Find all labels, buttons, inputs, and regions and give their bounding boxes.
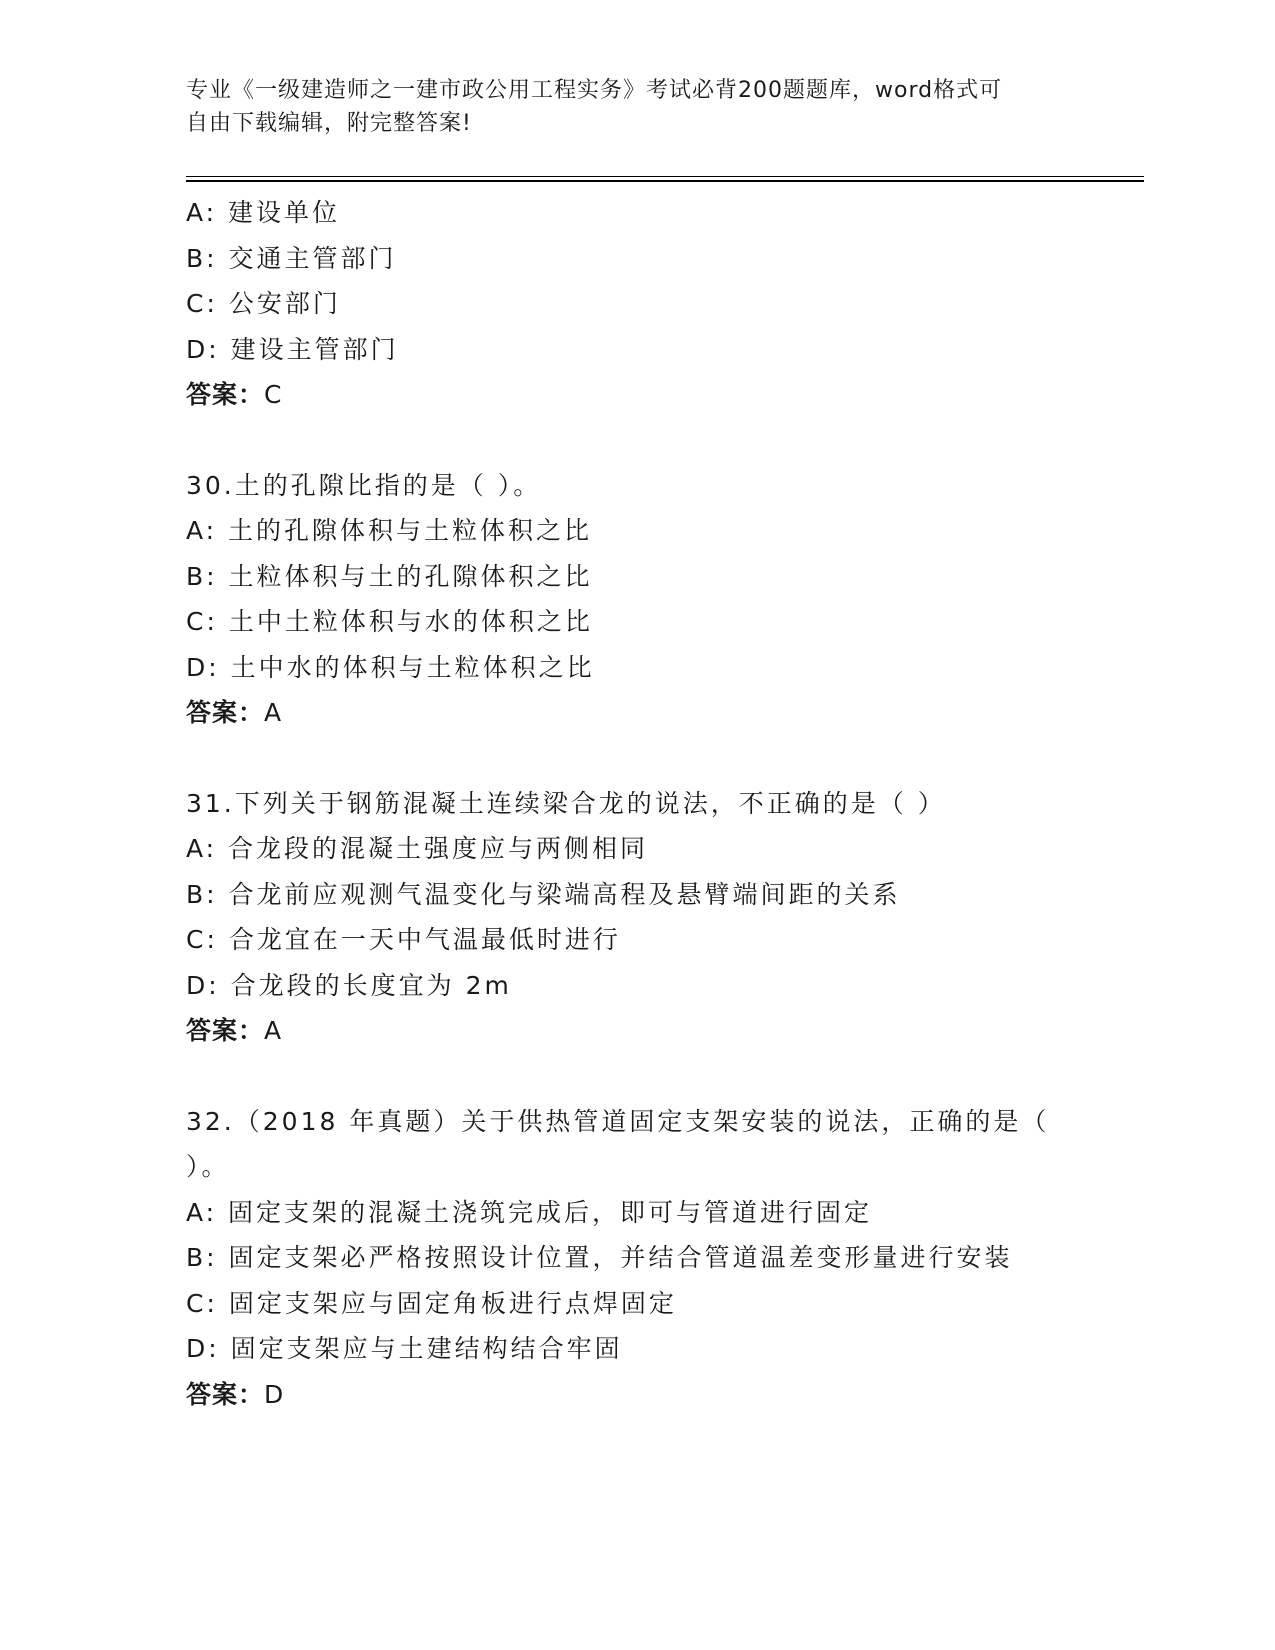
- option-a: A: 合龙段的混凝土强度应与两侧相同: [186, 834, 649, 863]
- option-d: D: 合龙段的长度宜为 2m: [186, 970, 512, 1000]
- answer-value: C: [264, 380, 283, 409]
- option-b: B: 土粒体积与土的孔隙体积之比: [186, 561, 593, 591]
- answer-line: [186, 1372, 1086, 1418]
- option-c: C: 土中土粒体积与水的体积之比: [186, 607, 593, 636]
- option-c: C: 公安部门: [186, 289, 341, 318]
- spacer: [186, 736, 1086, 781]
- option-d: D: 建设主管部门: [186, 334, 399, 364]
- question-stem: 30.土的孔隙比指的是（ ）。: [186, 470, 542, 500]
- question-stem-line-2: ）。: [186, 1152, 230, 1181]
- answer-label: 答案：: [186, 1016, 265, 1045]
- header-divider-thin: [186, 176, 1144, 177]
- option-c: C: 合龙宜在一天中气温最低时进行: [186, 925, 621, 954]
- question-31: [186, 781, 1086, 1054]
- question-stem-line-1: 32.（2018 年真题）关于供热管道固定支架安装的说法，正确的是（: [186, 1106, 1050, 1136]
- question-32: [186, 1099, 1086, 1418]
- answer-label: 答案：: [186, 1379, 265, 1409]
- answer-line: [186, 372, 1086, 418]
- question-29: [186, 190, 1086, 418]
- option-c: C: 固定支架应与固定角板进行点焊固定: [186, 1288, 677, 1318]
- spacer: [186, 1054, 1086, 1099]
- answer-line: [186, 1008, 1086, 1054]
- question-30: [186, 463, 1086, 736]
- header-title-line-2: 自由下载编辑，附完整答案!: [186, 111, 472, 136]
- answer-value: D: [264, 1379, 285, 1409]
- option-a: A: 建设单位: [186, 198, 341, 227]
- option-a: A: 土的孔隙体积与土粒体积之比: [186, 516, 593, 545]
- answer-line: [186, 690, 1086, 736]
- option-d: D: 土中水的体积与土粒体积之比: [186, 652, 595, 682]
- answer-label: 答案：: [186, 698, 265, 727]
- answer-label: 答案：: [186, 380, 265, 409]
- spacer: [186, 418, 1086, 463]
- option-b: B: 合龙前应观测气温变化与梁端高程及悬臂端间距的关系: [186, 879, 901, 909]
- header-divider-thick: [186, 180, 1144, 182]
- header-title-line-1: 专业《一级建造师之一建市政公用工程实务》考试必背200题题库，word格式可: [186, 78, 1003, 103]
- option-b: B: 交通主管部门: [186, 243, 397, 273]
- option-a: A: 固定支架的混凝土浇筑完成后，即可与管道进行固定: [186, 1197, 873, 1227]
- option-d: D: 固定支架应与土建结构结合牢固: [186, 1334, 623, 1363]
- question-stem: 31.下列关于钢筋混凝土连续梁合龙的说法，不正确的是（ ）: [186, 788, 946, 818]
- answer-value: A: [264, 1016, 283, 1045]
- document-header: [186, 74, 1066, 140]
- answer-value: A: [264, 698, 283, 727]
- option-b: B: 固定支架必严格按照设计位置，并结合管道温差变形量进行安装: [186, 1243, 1013, 1272]
- question-list: [186, 190, 1086, 1417]
